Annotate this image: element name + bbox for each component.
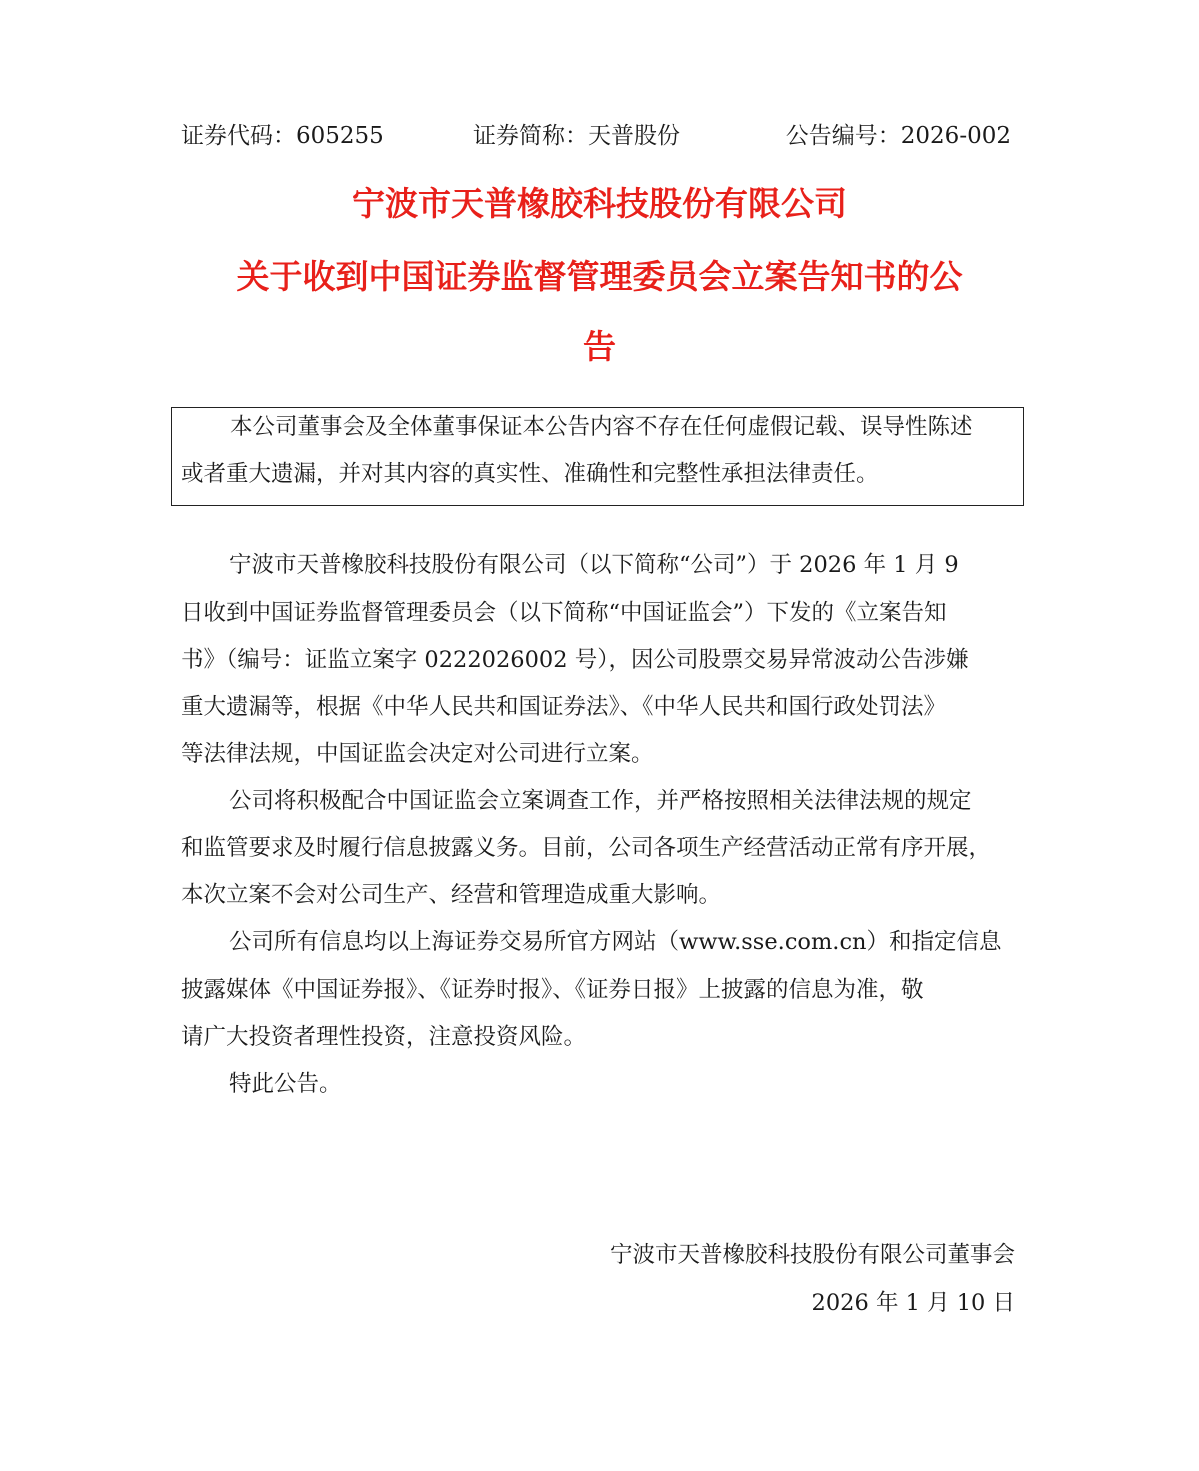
paragraph-3-line: 披露媒体《中国证券报》、《证券时报》、《证券日报》上披露的信息为准，敬 [181,977,924,1003]
paragraph-1-line: 重大遗漏等，根据《中华人民共和国证券法》、《中华人民共和国行政处罚法》 [181,694,947,720]
notice-line: 或者重大遗漏，并对其内容的真实性、准确性和完整性承担法律责任。 [181,461,879,487]
paragraph-2-line: 本次立案不会对公司生产、经营和管理造成重大影响。 [181,882,722,908]
paragraph-1-line: 书》（编号：证监立案字 0222026002 号），因公司股票交易异常波动公告涉嫌 [181,647,969,673]
security-short-name: 证券简称：天普股份 [473,123,680,149]
paragraph-2-line: 公司将积极配合中国证监会立案调查工作，并严格按照相关法律法规的规定 [229,788,972,814]
signature-date: 2026 年 1 月 10 日 [811,1290,1015,1316]
title-subject-end: 告 [583,327,616,366]
announcement-header [181,118,1011,154]
paragraph-2-line: 和监管要求及时履行信息披露义务。目前，公司各项生产经营活动正常有序开展， [181,835,992,861]
notice-line: 本公司董事会及全体董事保证本公告内容不存在任何虚假记载、误导性陈述 [230,414,973,440]
announcement-number: 公告编号：2026-002 [785,123,1011,149]
board-guarantee-notice [171,407,1024,506]
title-subject: 关于收到中国证券监督管理委员会立案告知书的公 [236,257,963,296]
paragraph-3-line: 请广大投资者理性投资，注意投资风险。 [181,1024,587,1050]
signatory-board: 宁波市天普橡胶科技股份有限公司董事会 [609,1242,1015,1268]
paragraph-1-line: 日收到中国证券监督管理委员会（以下简称“中国证监会”）下发的《立案告知 [181,600,947,626]
paragraph-3-line: 公司所有信息均以上海证券交易所官方网站（www.sse.com.cn）和指定信息 [229,929,1002,955]
paragraph-1-line: 宁波市天普橡胶科技股份有限公司（以下简称“公司”）于 2026 年 1 月 9 [229,552,959,578]
title-company-name: 宁波市天普橡胶科技股份有限公司 [352,184,847,223]
security-code: 证券代码：605255 [181,123,384,149]
paragraph-1-line: 等法律法规，中国证监会决定对公司进行立案。 [181,741,654,767]
closing-statement: 特此公告。 [229,1071,342,1097]
